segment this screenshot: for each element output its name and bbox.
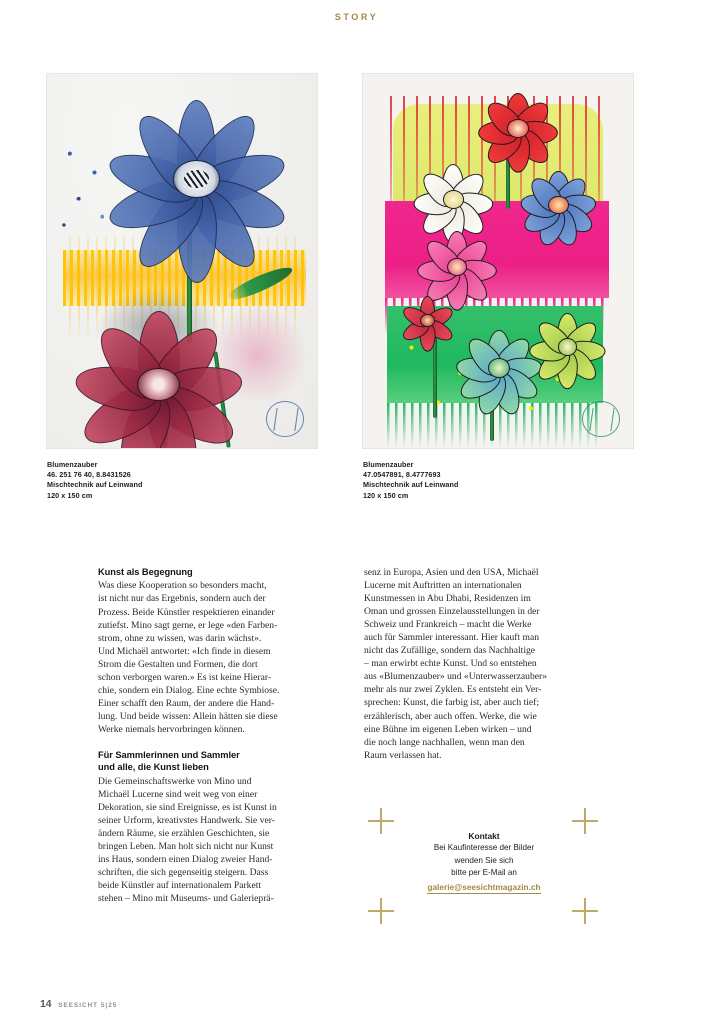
heading-line: Für Sammlerinnen und Sammler <box>98 749 240 760</box>
text-line: Prozess. Beide Künstler respektieren einander <box>98 606 275 618</box>
paragraph-continued <box>364 566 604 762</box>
contact-box <box>364 830 604 894</box>
blue-flower <box>96 78 296 250</box>
artwork-image-left <box>47 74 317 448</box>
text-line: Strom die Gestalten und Formen, die dort <box>98 658 258 670</box>
text-line: Und Michaël antwortet: «Ich finde in diesem <box>98 645 271 657</box>
lime-flower <box>528 306 606 385</box>
page-kicker: STORY <box>334 12 379 22</box>
contact-line-3: bitte per E-Mail an <box>451 868 517 878</box>
text-line: Werke niemals hervorbringen können. <box>98 723 245 735</box>
text-line: lung. Und beide wissen: Allein hätten sie diese <box>98 710 278 722</box>
text-line: zutiefst. Mino sagt gerne, er lege «den Farben- <box>98 619 278 631</box>
text-line: strom, ohne zu wissen, was darin wächst». <box>98 632 262 644</box>
small-red-flower <box>398 291 455 347</box>
text-line: die noch lange nachhallen, wenn man den <box>364 736 525 748</box>
blue-flower <box>514 164 600 243</box>
caption-dimensions: 120 x 150 cm <box>363 490 409 500</box>
text-line: stehen – Mino mit Museums- und Galerieprä- <box>98 893 274 905</box>
text-line: sprechen: Kunst, die farbig ist, aber auch tief; <box>364 697 540 709</box>
caption-technique: Mischtechnik auf Leinwand <box>47 480 143 490</box>
paragraph-2 <box>98 775 338 905</box>
flower-center <box>548 196 569 214</box>
caption-coordinates: 47.0547891, 8.4777693 <box>363 470 441 480</box>
text-line: schon verborgen waren.» Es ist keine Hierar- <box>98 671 272 683</box>
contact-line-2: wenden Sie sich <box>454 855 514 865</box>
text-line: erzählerisch, aber auch offen. Werke, die wie <box>364 710 537 722</box>
publication-name: SEESICHT 5|25 <box>58 1002 118 1009</box>
text-line: seiner Urform, kreativstes Handwerk. Sie ver- <box>98 814 275 826</box>
article-column-right <box>364 566 604 762</box>
text-line: Einer schafft den Raum, der andere die Hand- <box>98 697 275 709</box>
artist-signature-monogram <box>582 401 619 437</box>
section-heading-kunst-als-begegnung: Kunst als Begegnung <box>98 567 193 577</box>
text-line: nicht das Zufällige, sondern das Nachhaltige <box>364 645 536 657</box>
flower-center <box>443 190 464 208</box>
text-line: Dekoration, sie sind Ereignisse, es ist Kunst in <box>98 801 277 813</box>
artwork-caption-right <box>363 460 458 501</box>
text-line: aus «Blumenzauber» und «Unterwasserzauber» <box>364 671 548 683</box>
text-line: Was diese Kooperation so besonders macht, <box>98 580 267 592</box>
text-line: bringen Leben. Man holt sich nicht nur Kunst <box>98 841 274 853</box>
artwork-image-right <box>363 74 633 448</box>
text-line: Die Gemeinschaftswerke von Mino und <box>98 775 252 787</box>
caption-title: Blumenzauber <box>47 460 98 469</box>
text-line: ändern Räume, sie erzählen Geschichten, sie <box>98 827 270 839</box>
text-line: schriften, die sich gegenseitig steigern. Dass <box>98 867 269 879</box>
text-line: Michaël Lucerne sind weit weg von einer <box>98 788 258 800</box>
text-line: Oman und grossen Einzelausstellungen in der <box>364 606 540 618</box>
flower-center <box>507 119 529 137</box>
paragraph-spacer <box>98 736 338 749</box>
text-line: ins Haus, sondern einen Dialog zweier Hand- <box>98 854 273 866</box>
artist-signature-monogram <box>266 401 303 437</box>
text-line: ist nicht nur das Ergebnis, sondern auch der <box>98 593 266 605</box>
text-line: Schweiz und Frankreich – macht die Werke <box>364 619 532 631</box>
text-line: senz in Europa, Asien und den USA, Michaël <box>364 567 539 578</box>
artwork-canvas-left <box>47 74 317 448</box>
caption-dimensions: 120 x 150 cm <box>47 490 93 500</box>
caption-coordinates: 46. 251 76 40, 8.8431526 <box>47 470 131 480</box>
flower-center <box>420 314 434 327</box>
text-line: Lucerne mit Auftritten an internationalen <box>364 580 522 592</box>
cross-mark-icon <box>572 898 598 924</box>
paragraph-1 <box>98 579 338 736</box>
cross-mark-icon <box>368 898 394 924</box>
page-number: 14 <box>40 998 52 1010</box>
text-line: auch für Sammler interessant. Hier kauft man <box>364 632 540 644</box>
text-line: Raum verlassen hat. <box>364 749 442 761</box>
text-line: chie, sondern ein Dialog. Eine echte Symbiose. <box>98 684 280 696</box>
red-flower <box>63 280 252 445</box>
section-heading-fuer-sammlerinnen <box>98 749 338 774</box>
artwork-canvas-right <box>363 74 633 448</box>
text-line: – man erwirbt echte Kunst. Und so entstehen <box>364 658 537 670</box>
artwork-caption-left <box>47 460 142 501</box>
red-flower <box>471 85 563 167</box>
contact-email-link[interactable]: galerie@seesichtmagazin.ch <box>427 881 540 894</box>
contact-title: Kontakt <box>468 831 500 841</box>
text-line: beide Künstler auf internationalem Parkett <box>98 880 262 892</box>
page-footer <box>40 998 117 1010</box>
contact-line-1: Bei Kaufinteresse der Bilder <box>433 843 535 853</box>
heading-line: und alle, die Kunst lieben <box>98 762 209 773</box>
caption-title: Blumenzauber <box>363 460 414 469</box>
text-line: mehr als nur zwei Zyklen. Es entsteht ein Ver- <box>364 684 542 696</box>
caption-technique: Mischtechnik auf Leinwand <box>363 480 459 490</box>
article-column-left <box>98 566 338 905</box>
text-line: eine Bühne im eigenen Leben wirken – und <box>364 723 532 735</box>
text-line: Kunstmessen in Abu Dhabi, Residenzen im <box>364 593 531 605</box>
